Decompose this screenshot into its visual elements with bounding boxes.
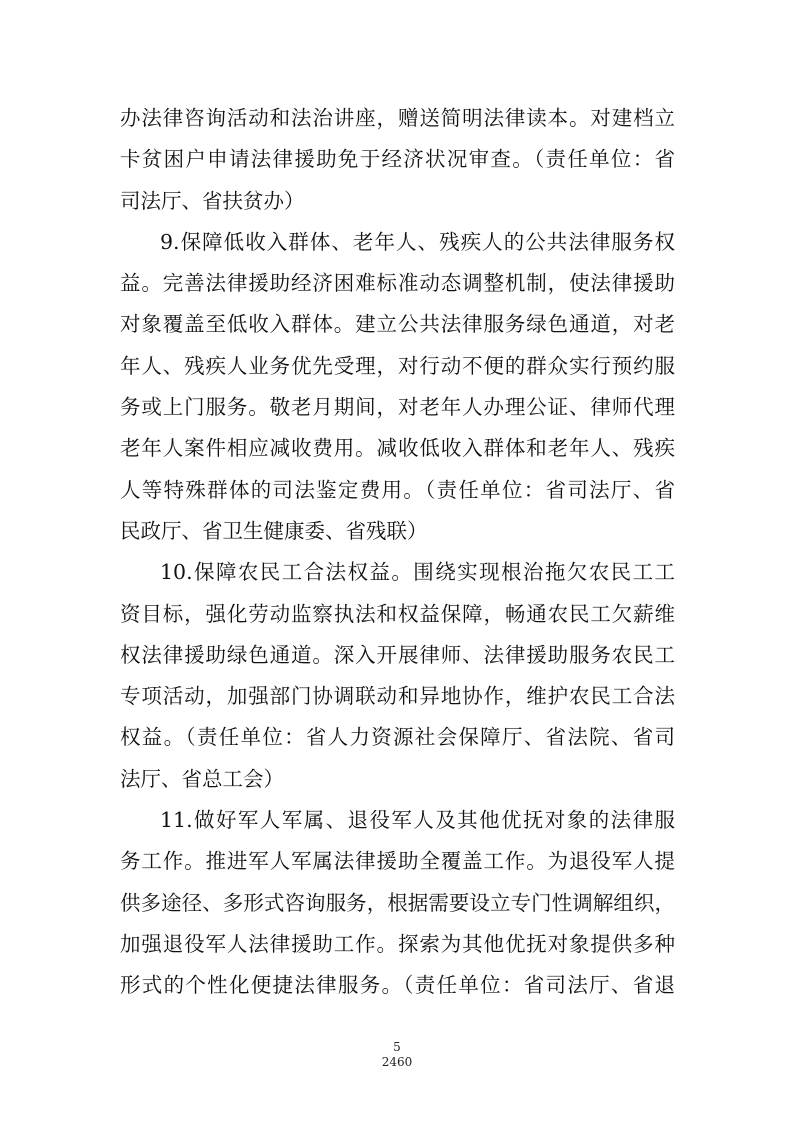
text-line: 11.做好军人军属、退役军人及其他优抚对象的法律服 xyxy=(160,808,675,833)
text-line: 人等特殊群体的司法鉴定费用。（责任单位：省司法厅、省 xyxy=(120,477,675,502)
page-footer xyxy=(0,1040,794,1070)
text-line: 10.保障农民工合法权益。围绕实现根治拖欠农民工工 xyxy=(160,560,675,585)
document-body xyxy=(120,98,675,1007)
text-line: 办法律咨询活动和法治讲座，赠送简明法律读本。对建档立 xyxy=(120,106,675,130)
text-line: 加强退役军人法律援助工作。探索为其他优抚对象提供多种 xyxy=(120,931,675,956)
text-line: 资目标，强化劳动监察执法和权益保障，畅通农民工欠薪维 xyxy=(120,601,675,626)
text-line: 形式的个性化便捷法律服务。（责任单位：省司法厅、省退 xyxy=(120,973,675,998)
text-line: 权法律援助绿色通道。深入开展律师、法律援助服务农民工 xyxy=(120,642,675,667)
text-line: 法厅、省总工会） xyxy=(120,766,284,791)
page-number: 5 xyxy=(393,1040,401,1054)
text-line: 供多途径、多形式咨询服务，根据需要设立专门性调解组织， xyxy=(120,890,675,915)
text-line: 年人、残疾人业务优先受理，对行动不便的群众实行预约服 xyxy=(120,353,675,378)
text-line: 权益。（责任单位：省人力资源社会保障厅、省法院、省司 xyxy=(120,725,675,750)
text-line: 专项活动，加强部门协调联动和异地协作，维护农民工合法 xyxy=(120,684,675,709)
text-line: 民政厅、省卫生健康委、省残联） xyxy=(120,518,428,543)
text-line: 卡贫困户申请法律援助免于经济状况审查。（责任单位：省 xyxy=(120,147,675,172)
text-line: 务或上门服务。敬老月期间，对老年人办理公证、律师代理 xyxy=(120,395,675,420)
text-line: 老年人案件相应减收费用。减收低收入群体和老年人、残疾 xyxy=(120,436,675,461)
text-line: 益。完善法律援助经济困难标准动态调整机制，使法律援助 xyxy=(120,271,675,296)
paragraph-lines xyxy=(120,98,675,1007)
text-line: 司法厅、省扶贫办） xyxy=(120,188,305,213)
text-line: 9.保障低收入群体、老年人、残疾人的公共法律服务权 xyxy=(160,229,675,254)
text-line: 务工作。推进军人军属法律援助全覆盖工作。为退役军人提 xyxy=(120,849,675,874)
text-line: 对象覆盖至低收入群体。建立公共法律服务绿色通道，对老 xyxy=(120,312,675,337)
total-page-number: 2460 xyxy=(381,1055,413,1069)
